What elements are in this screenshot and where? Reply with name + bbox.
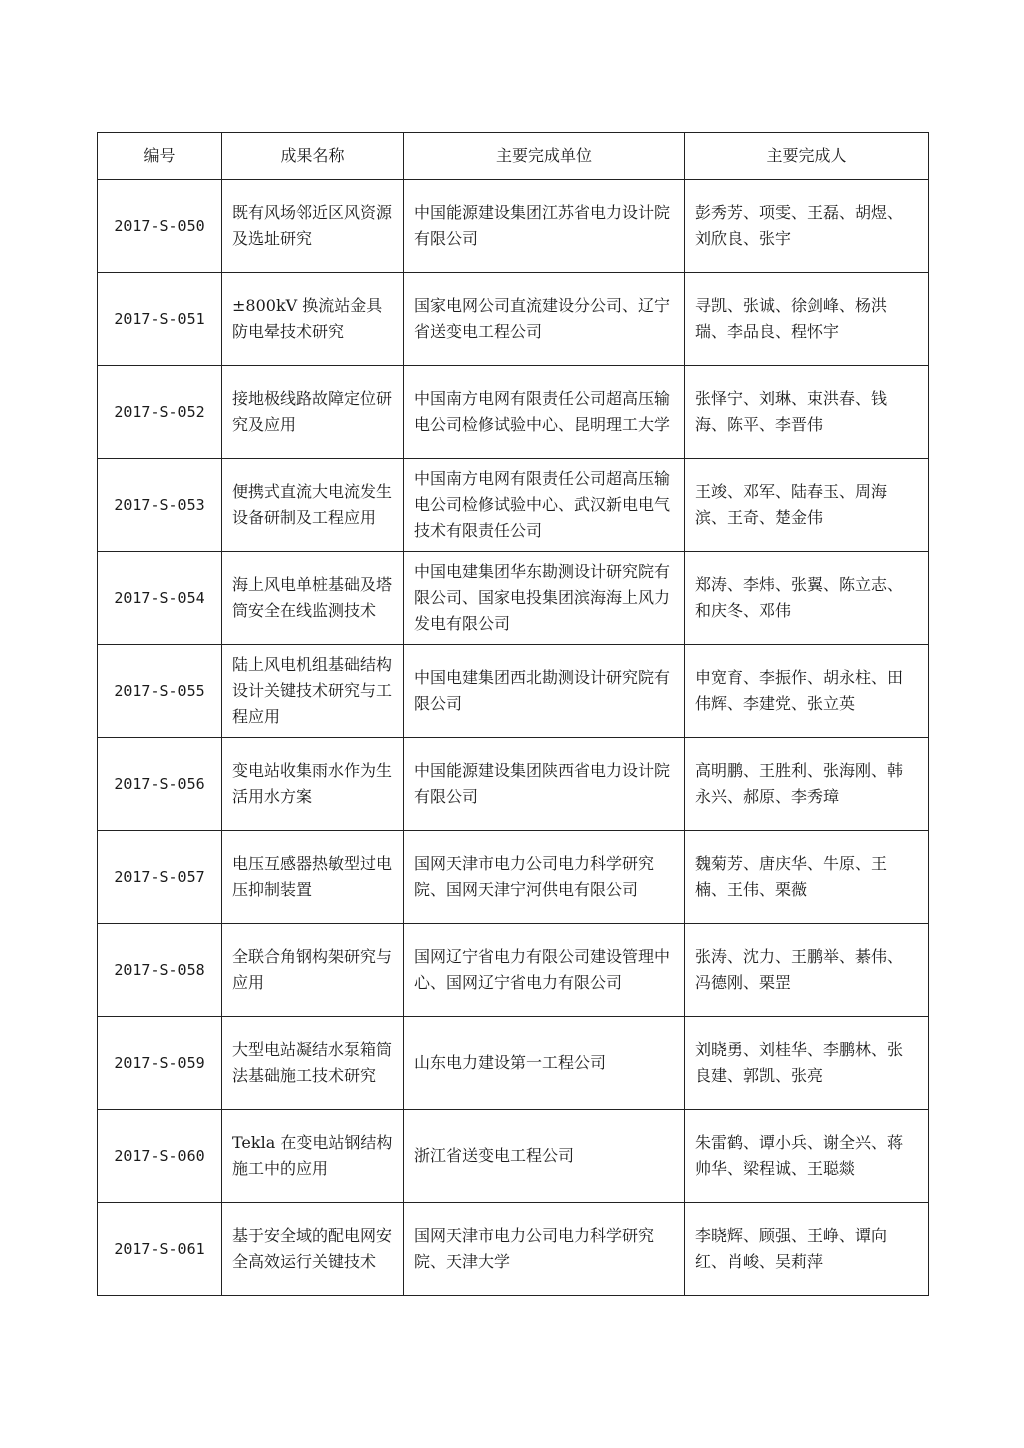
completing-unit: 中国能源建设集团陕西省电力设计院有限公司 [404,738,685,831]
achievement-id: 2017-S-054 [98,552,222,645]
completing-unit: 浙江省送变电工程公司 [404,1110,685,1203]
achievement-name: 全联合角钢构架研究与应用 [222,924,404,1017]
achievement-id: 2017-S-051 [98,273,222,366]
table-row [98,645,929,738]
table-row [98,831,929,924]
table-row [98,552,929,645]
achievement-id: 2017-S-055 [98,645,222,738]
table-row [98,180,929,273]
completing-unit: 山东电力建设第一工程公司 [404,1017,685,1110]
completing-people: 朱雷鹤、谭小兵、谢全兴、蒋帅华、梁程诚、王聪燚 [685,1110,929,1203]
header-unit: 主要完成单位 [404,133,685,180]
achievement-id: 2017-S-057 [98,831,222,924]
table-row [98,738,929,831]
table-row [98,366,929,459]
completing-people: 魏菊芳、唐庆华、牛原、王楠、王伟、栗薇 [685,831,929,924]
completing-unit: 国网天津市电力公司电力科学研究院、天津大学 [404,1203,685,1296]
achievement-id: 2017-S-061 [98,1203,222,1296]
achievement-name: 电压互感器热敏型过电压抑制装置 [222,831,404,924]
achievement-id: 2017-S-060 [98,1110,222,1203]
completing-people: 彭秀芳、项雯、王磊、胡煜、刘欣良、张宇 [685,180,929,273]
achievement-id: 2017-S-053 [98,459,222,552]
table-header-row [98,133,929,180]
table-body [98,180,929,1296]
header-name: 成果名称 [222,133,404,180]
achievement-name: 既有风场邻近区风资源及选址研究 [222,180,404,273]
header-people: 主要完成人 [685,133,929,180]
table-row [98,459,929,552]
completing-unit: 国网辽宁省电力有限公司建设管理中心、国网辽宁省电力有限公司 [404,924,685,1017]
completing-people: 郑涛、李炜、张翼、陈立志、和庆冬、邓伟 [685,552,929,645]
achievement-name: 大型电站凝结水泵箱筒法基础施工技术研究 [222,1017,404,1110]
table-row [98,1017,929,1110]
completing-people: 寻凯、张诚、徐剑峰、杨洪瑞、李品良、程怀宇 [685,273,929,366]
achievement-name: 接地极线路故障定位研究及应用 [222,366,404,459]
completing-people: 张怿宁、刘琳、束洪春、钱海、陈平、李晋伟 [685,366,929,459]
achievement-name: 基于安全域的配电网安全高效运行关键技术 [222,1203,404,1296]
table-row [98,1110,929,1203]
achievement-id: 2017-S-050 [98,180,222,273]
table-row [98,273,929,366]
completing-unit: 国网天津市电力公司电力科学研究院、国网天津宁河供电有限公司 [404,831,685,924]
achievement-name: ±800kV 换流站金具防电晕技术研究 [222,273,404,366]
completing-people: 刘晓勇、刘桂华、李鹏林、张良建、郭凯、张亮 [685,1017,929,1110]
achievement-id: 2017-S-056 [98,738,222,831]
completing-people: 张涛、沈力、王鹏举、綦伟、冯德刚、栗罡 [685,924,929,1017]
completing-unit: 中国能源建设集团江苏省电力设计院有限公司 [404,180,685,273]
achievement-name: 便携式直流大电流发生设备研制及工程应用 [222,459,404,552]
header-id: 编号 [98,133,222,180]
completing-unit: 中国南方电网有限责任公司超高压输电公司检修试验中心、武汉新电电气技术有限责任公司 [404,459,685,552]
achievement-name: 陆上风电机组基础结构设计关键技术研究与工程应用 [222,645,404,738]
completing-people: 王竣、邓军、陆春玉、周海滨、王奇、楚金伟 [685,459,929,552]
achievement-name: 变电站收集雨水作为生活用水方案 [222,738,404,831]
completing-people: 李晓辉、顾强、王峥、谭向红、肖峻、吴莉萍 [685,1203,929,1296]
achievement-name: 海上风电单桩基础及塔筒安全在线监测技术 [222,552,404,645]
table-row [98,1203,929,1296]
awards-table [97,132,929,1296]
table-row [98,924,929,1017]
achievement-name: Tekla 在变电站钢结构施工中的应用 [222,1110,404,1203]
completing-unit: 中国电建集团西北勘测设计研究院有限公司 [404,645,685,738]
completing-unit: 中国电建集团华东勘测设计研究院有限公司、国家电投集团滨海海上风力发电有限公司 [404,552,685,645]
achievement-id: 2017-S-059 [98,1017,222,1110]
completing-people: 高明鹏、王胜利、张海刚、韩永兴、郝原、李秀璋 [685,738,929,831]
completing-people: 申宽育、李振作、胡永柱、田伟辉、李建党、张立英 [685,645,929,738]
completing-unit: 中国南方电网有限责任公司超高压输电公司检修试验中心、昆明理工大学 [404,366,685,459]
achievement-id: 2017-S-058 [98,924,222,1017]
completing-unit: 国家电网公司直流建设分公司、辽宁省送变电工程公司 [404,273,685,366]
achievement-id: 2017-S-052 [98,366,222,459]
